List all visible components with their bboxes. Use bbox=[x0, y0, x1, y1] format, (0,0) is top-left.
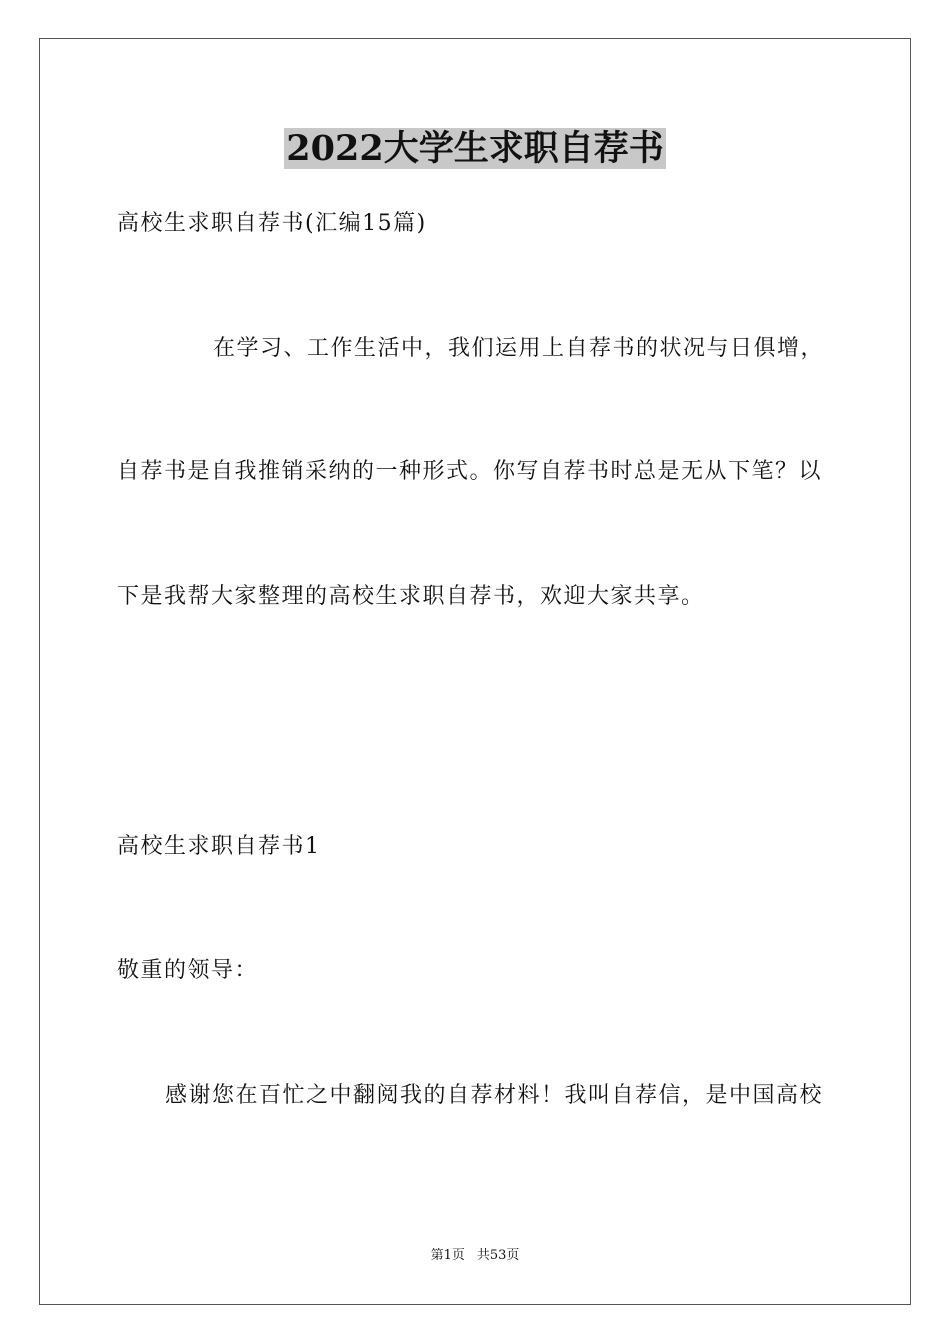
paragraph-line-1: 在学习、工作生活中，我们运用上自荐书的状况与日俱增， bbox=[213, 336, 825, 361]
paragraph-line-3: 下是我帮大家整理的高校生求职自荐书，欢迎大家共享。 bbox=[117, 584, 705, 609]
paragraph-line-2: 自荐书是自我推销采纳的一种形式。你写自荐书时总是无从下笔？以 bbox=[117, 459, 823, 484]
body-line: 感谢您在百忙之中翻阅我的自荐材料！我叫自荐信，是中国高校 bbox=[165, 1083, 824, 1108]
page-number: 第1页 bbox=[430, 1248, 465, 1263]
document-title-text: 2022大学生求职自荐书 bbox=[286, 128, 664, 169]
page-total: 共53页 bbox=[476, 1248, 520, 1263]
document-title bbox=[0, 128, 950, 170]
page-footer bbox=[0, 1247, 950, 1265]
subtitle-line: 高校生求职自荐书(汇编15篇) bbox=[117, 211, 427, 236]
section-heading: 高校生求职自荐书1 bbox=[117, 834, 321, 859]
salutation-line: 敬重的领导： bbox=[117, 958, 259, 983]
